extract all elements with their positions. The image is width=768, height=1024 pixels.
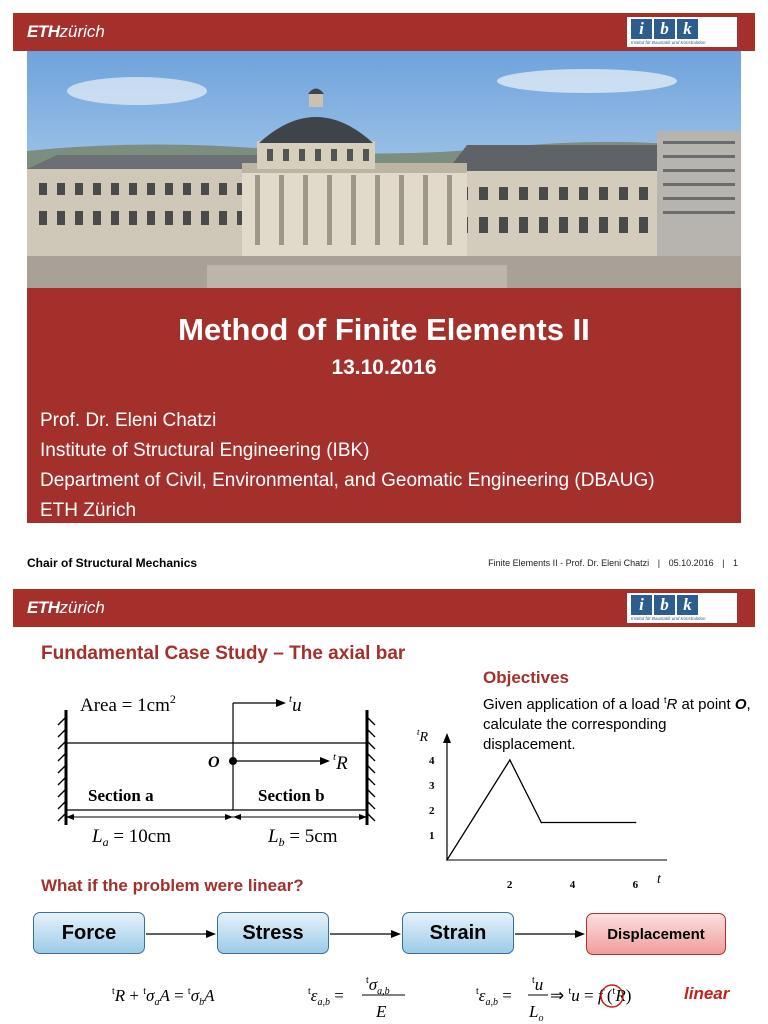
footer-separator: | — [722, 558, 725, 568]
load-time-chart — [405, 725, 685, 895]
footer-course: Finite Elements II - Prof. Dr. Eleni Chatzi — [488, 558, 650, 568]
equilibrium-equation: $^tR + ^t\sigma_aA = ^t\sigma_bA$ — [112, 986, 215, 1008]
ibk-letter: b — [654, 595, 675, 615]
objectives-text: Given application of a load $^t$R at point O, calculate the corresponding displacement. — [483, 695, 751, 753]
svg-text:⇒ tu = f (tR): ⇒ $^t$u = f ($^t$R) — [550, 986, 632, 1005]
slide1-date: 13.10.2016 — [331, 356, 437, 379]
y-tick-label: 4 — [429, 755, 435, 767]
author-name: Prof. Dr. Eleni Chatzi — [40, 410, 217, 431]
y-tick-label: 3 — [429, 780, 435, 792]
footer-date: 05.10.2016 — [668, 558, 714, 568]
institute-line: Institute of Structural Engineering (IBK) — [40, 440, 370, 461]
eth-zurich-logo: ETHzürich — [27, 598, 105, 617]
load-data-point — [635, 822, 637, 824]
eth-zurich-logo: ETHzürich — [27, 22, 105, 41]
y-axis-label: $^t$R — [417, 727, 429, 745]
svg-text:tσa,b: $^t\sigma_{a,b}$ — [366, 975, 390, 997]
section-b-label: Section b — [258, 786, 325, 805]
svg-text:E: E — [376, 1002, 387, 1021]
x-axis-label: t — [657, 872, 661, 887]
flow-arrows — [0, 920, 768, 950]
load-data-point — [540, 822, 542, 824]
ibk-letter: b — [654, 19, 675, 39]
slide2-title: Fundamental Case Study – The axial bar — [41, 643, 406, 664]
load-data-point — [446, 859, 448, 861]
ibk-letter: i — [631, 595, 652, 615]
y-tick-label: 1 — [429, 830, 435, 842]
eth-main-building-photo — [27, 51, 741, 288]
linear-label: linear — [684, 984, 730, 1003]
y-tick-label: 2 — [429, 805, 435, 817]
footer-page-number: 1 — [732, 558, 738, 568]
svg-text:Lo: $L_o$ — [529, 1002, 544, 1024]
strain-equation: $^t\varepsilon_{a,b}$ = — [308, 986, 344, 1008]
section-a-label: Section a — [88, 786, 154, 805]
ibk-letter: i — [631, 19, 652, 39]
strain-box: Strain — [402, 912, 514, 954]
force-box: Force — [33, 912, 145, 954]
ibk-subtitle: Institut für Baustatik und Konstruktion — [631, 616, 706, 621]
ibk-subtitle: Institut für Baustatik und Konstruktion — [631, 40, 706, 45]
footer-chair: Chair of Structural Mechanics — [27, 556, 198, 570]
ibk-letter: k — [677, 19, 698, 39]
area-label: Area = $1cm^2$ — [80, 692, 176, 716]
x-tick-label: 4 — [569, 879, 576, 891]
point-o-label: O — [208, 754, 220, 771]
equations — [100, 966, 680, 1024]
length-a-label: $L_a = 10cm$ — [92, 826, 172, 849]
slide2-header-bar — [13, 589, 755, 627]
axial-bar-diagram — [40, 685, 390, 855]
svg-text:tu: $^t$u — [532, 975, 544, 994]
displacement-box: Displacement — [586, 913, 726, 955]
slide1-author-block — [40, 406, 655, 526]
slide1-header-bar — [13, 13, 755, 51]
slide1-title: Method of Finite Elements II — [178, 312, 590, 347]
linear-question: What if the problem were linear? — [41, 876, 304, 895]
slide1-title-panel — [27, 288, 741, 523]
footer-info — [488, 558, 738, 568]
university-line: ETH Zürich — [40, 500, 137, 521]
ibk-logo — [627, 593, 737, 623]
stress-box: Stress — [217, 912, 329, 954]
load-r-label: $^t$R — [333, 751, 348, 774]
load-data-point — [509, 759, 511, 761]
ibk-logo — [627, 17, 737, 47]
ibk-letter: k — [677, 595, 698, 615]
length-b-label: $L_b = 5cm$ — [268, 826, 338, 849]
x-tick-label: 2 — [506, 879, 513, 891]
x-tick-label: 6 — [632, 879, 639, 891]
objectives-heading: Objectives — [483, 668, 569, 687]
department-line: Department of Civil, Environmental, and Geomatic Engineering (DBAUG) — [40, 470, 655, 491]
displacement-equation: $^t\varepsilon_{a,b}$ = — [476, 986, 512, 1008]
displacement-u-label: $^t$u — [289, 693, 302, 716]
footer-separator: | — [657, 558, 661, 568]
load-series-line — [447, 760, 636, 860]
